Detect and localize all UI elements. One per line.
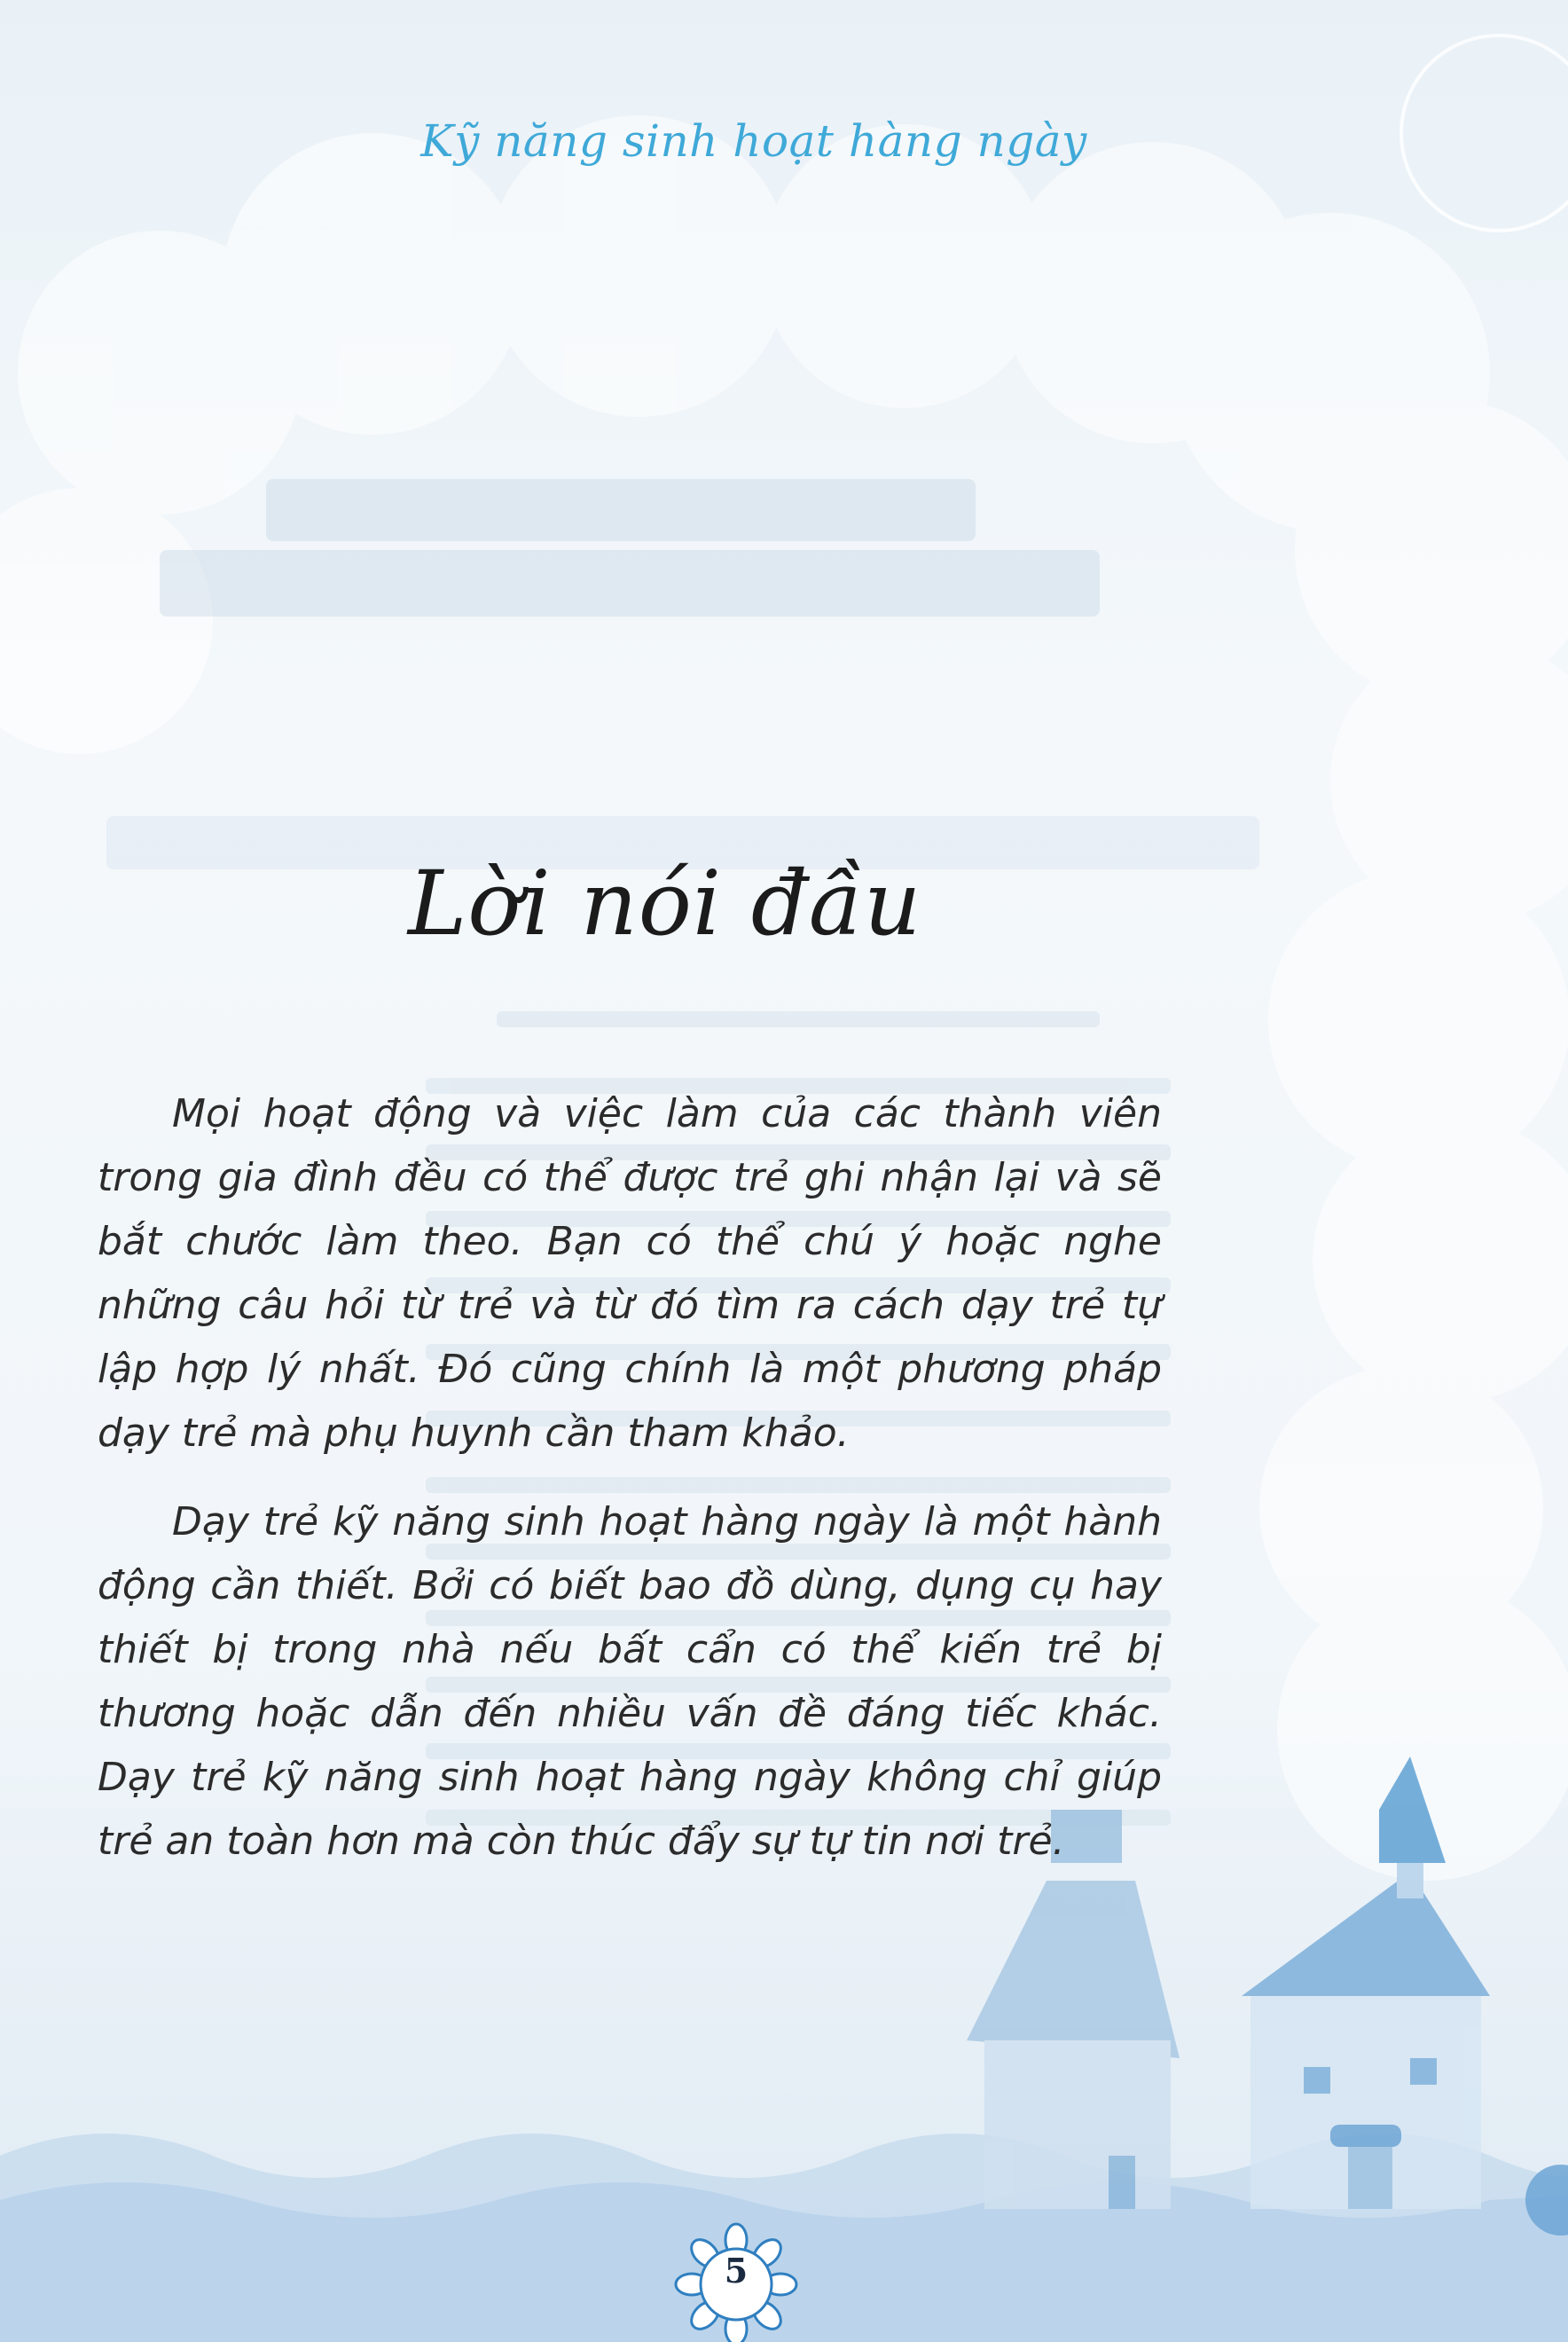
chapter-title: Lời nói đầu [408, 852, 922, 955]
bleed-through-heading [106, 479, 1259, 869]
paragraph: Dạy trẻ kỹ năng sinh hoạt hàng ngày là một hành động cần thiết. Bởi có biết bao đồ dùng, dụng cụ hay thiết bị trong nhà nếu bất cẩn có thể kiến trẻ bị thương hoặc dẫn đến nhiều vấn đề đáng tiếc khác. Dạy trẻ kỹ năng sinh hoạt hàng ngày không chỉ giúp trẻ an toàn hơn mà còn thúc đẩy sự tự tin nơi trẻ. [98, 1499, 1162, 1864]
body-text [98, 1082, 1162, 1898]
paragraph: Mọi hoạt động và việc làm của các thành viên trong gia đình đều có thể được trẻ ghi nhận lại và sẽ bắt chước làm theo. Bạn có thể chú ý hoặc nghe những câu hỏi từ trẻ và từ đó tìm ra cách dạy trẻ tự lập hợp lý nhất. Đó cũng chính là một phương pháp dạy trẻ mà phụ huynh cần tham khảo. [98, 1091, 1162, 1456]
page-number: 5 [724, 2251, 749, 2291]
running-header: Kỹ năng sinh hoạt hàng ngày [420, 115, 1087, 167]
